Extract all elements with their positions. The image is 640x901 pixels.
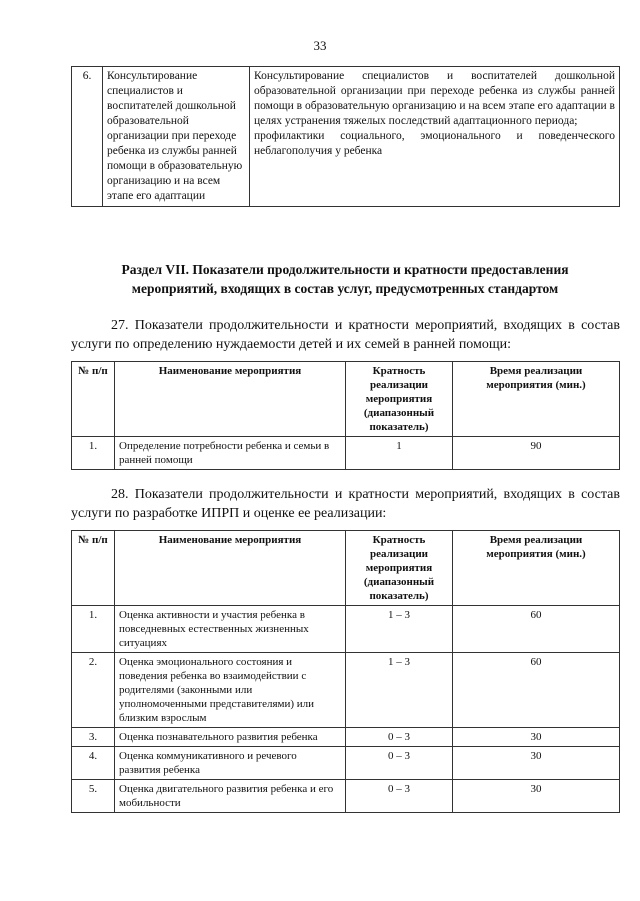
paragraph-28 (71, 485, 620, 523)
time-value: 90 (453, 437, 620, 470)
table-row (72, 67, 620, 207)
row-number: 1. (72, 606, 115, 653)
page-number: 33 (313, 38, 327, 53)
description-part-1: Консультирование специалистов и воспитателей дошкольной образовательной организации при переходе ребенка из службы ранней помощи в образовательную организацию и на всем этапе его адаптации в целях устранения тяжелых последствий адаптационного периода; (254, 70, 615, 127)
activity-name: Оценка активности и участия ребенка в повседневных естественных жизненных ситуациях (115, 606, 346, 653)
frequency-value: 0 – 3 (346, 747, 453, 780)
header-num: № п/п (72, 531, 115, 606)
activity-name: Оценка двигательного развития ребенка и его мобильности (115, 780, 346, 813)
paragraph-28-text: 28. Показатели продолжительности и кратности мероприятий, входящих в состав услуги по разработке ИПРП и оценке ее реализации: (71, 487, 620, 521)
activity-name: Оценка эмоционального состояния и поведения ребенка во взаимодействии с родителями (законными или уполномоченными представителями) или близким взрослым (115, 653, 346, 728)
table-iprp-assessment (71, 530, 620, 813)
activity-name: Консультирование специалистов и воспитателей дошкольной образовательной организации при переходе ребенка из службы ранней помощи в образовательную организацию и на всем этапе его адаптации (103, 67, 250, 207)
paragraph-27-text: 27. Показатели продолжительности и кратности мероприятий, входящих в состав услуги по определению нуждаемости детей и их семей в ранней помощи: (71, 318, 620, 352)
frequency-value: 1 – 3 (346, 606, 453, 653)
header-num: № п/п (72, 362, 115, 437)
table-header-row (72, 531, 620, 606)
header-name: Наименование мероприятия (115, 362, 346, 437)
table-header-row (72, 362, 620, 437)
activity-description (250, 67, 620, 207)
time-value: 30 (453, 728, 620, 747)
header-frequency: Кратность реализации мероприятия (диапазонный показатель) (346, 531, 453, 606)
row-number: 1. (72, 437, 115, 470)
row-number: 6. (72, 67, 103, 207)
frequency-value: 0 – 3 (346, 780, 453, 813)
paragraph-27 (71, 316, 620, 354)
table-row (72, 437, 620, 470)
header-time: Время реализации мероприятия (мин.) (453, 531, 620, 606)
frequency-value: 1 – 3 (346, 653, 453, 728)
activity-name: Оценка познавательного развития ребенка (115, 728, 346, 747)
time-value: 60 (453, 653, 620, 728)
time-value: 60 (453, 606, 620, 653)
table-row (72, 606, 620, 653)
header-time: Время реализации мероприятия (мин.) (453, 362, 620, 437)
time-value: 30 (453, 780, 620, 813)
activity-name: Оценка коммуникативного и речевого развития ребенка (115, 747, 346, 780)
frequency-value: 0 – 3 (346, 728, 453, 747)
consultation-table (71, 66, 620, 207)
row-number: 3. (72, 728, 115, 747)
row-number: 4. (72, 747, 115, 780)
table-row (72, 780, 620, 813)
table-row (72, 653, 620, 728)
table-row (72, 728, 620, 747)
row-number: 2. (72, 653, 115, 728)
frequency-value: 1 (346, 437, 453, 470)
description-part-2: профилактики социального, эмоционального и поведенческого неблагополучия у ребенка (254, 130, 615, 157)
table-needs-assessment (71, 361, 620, 470)
time-value: 30 (453, 747, 620, 780)
table-row (72, 747, 620, 780)
activity-name: Определение потребности ребенка и семьи в ранней помощи (115, 437, 346, 470)
row-number: 5. (72, 780, 115, 813)
header-frequency: Кратность реализации мероприятия (диапазонный показатель) (346, 362, 453, 437)
header-name: Наименование мероприятия (115, 531, 346, 606)
section-heading: Раздел VII. Показатели продолжительности и кратности предоставления мероприятий, входящих в состав услуг, предусмотренных стандартом (121, 262, 569, 296)
